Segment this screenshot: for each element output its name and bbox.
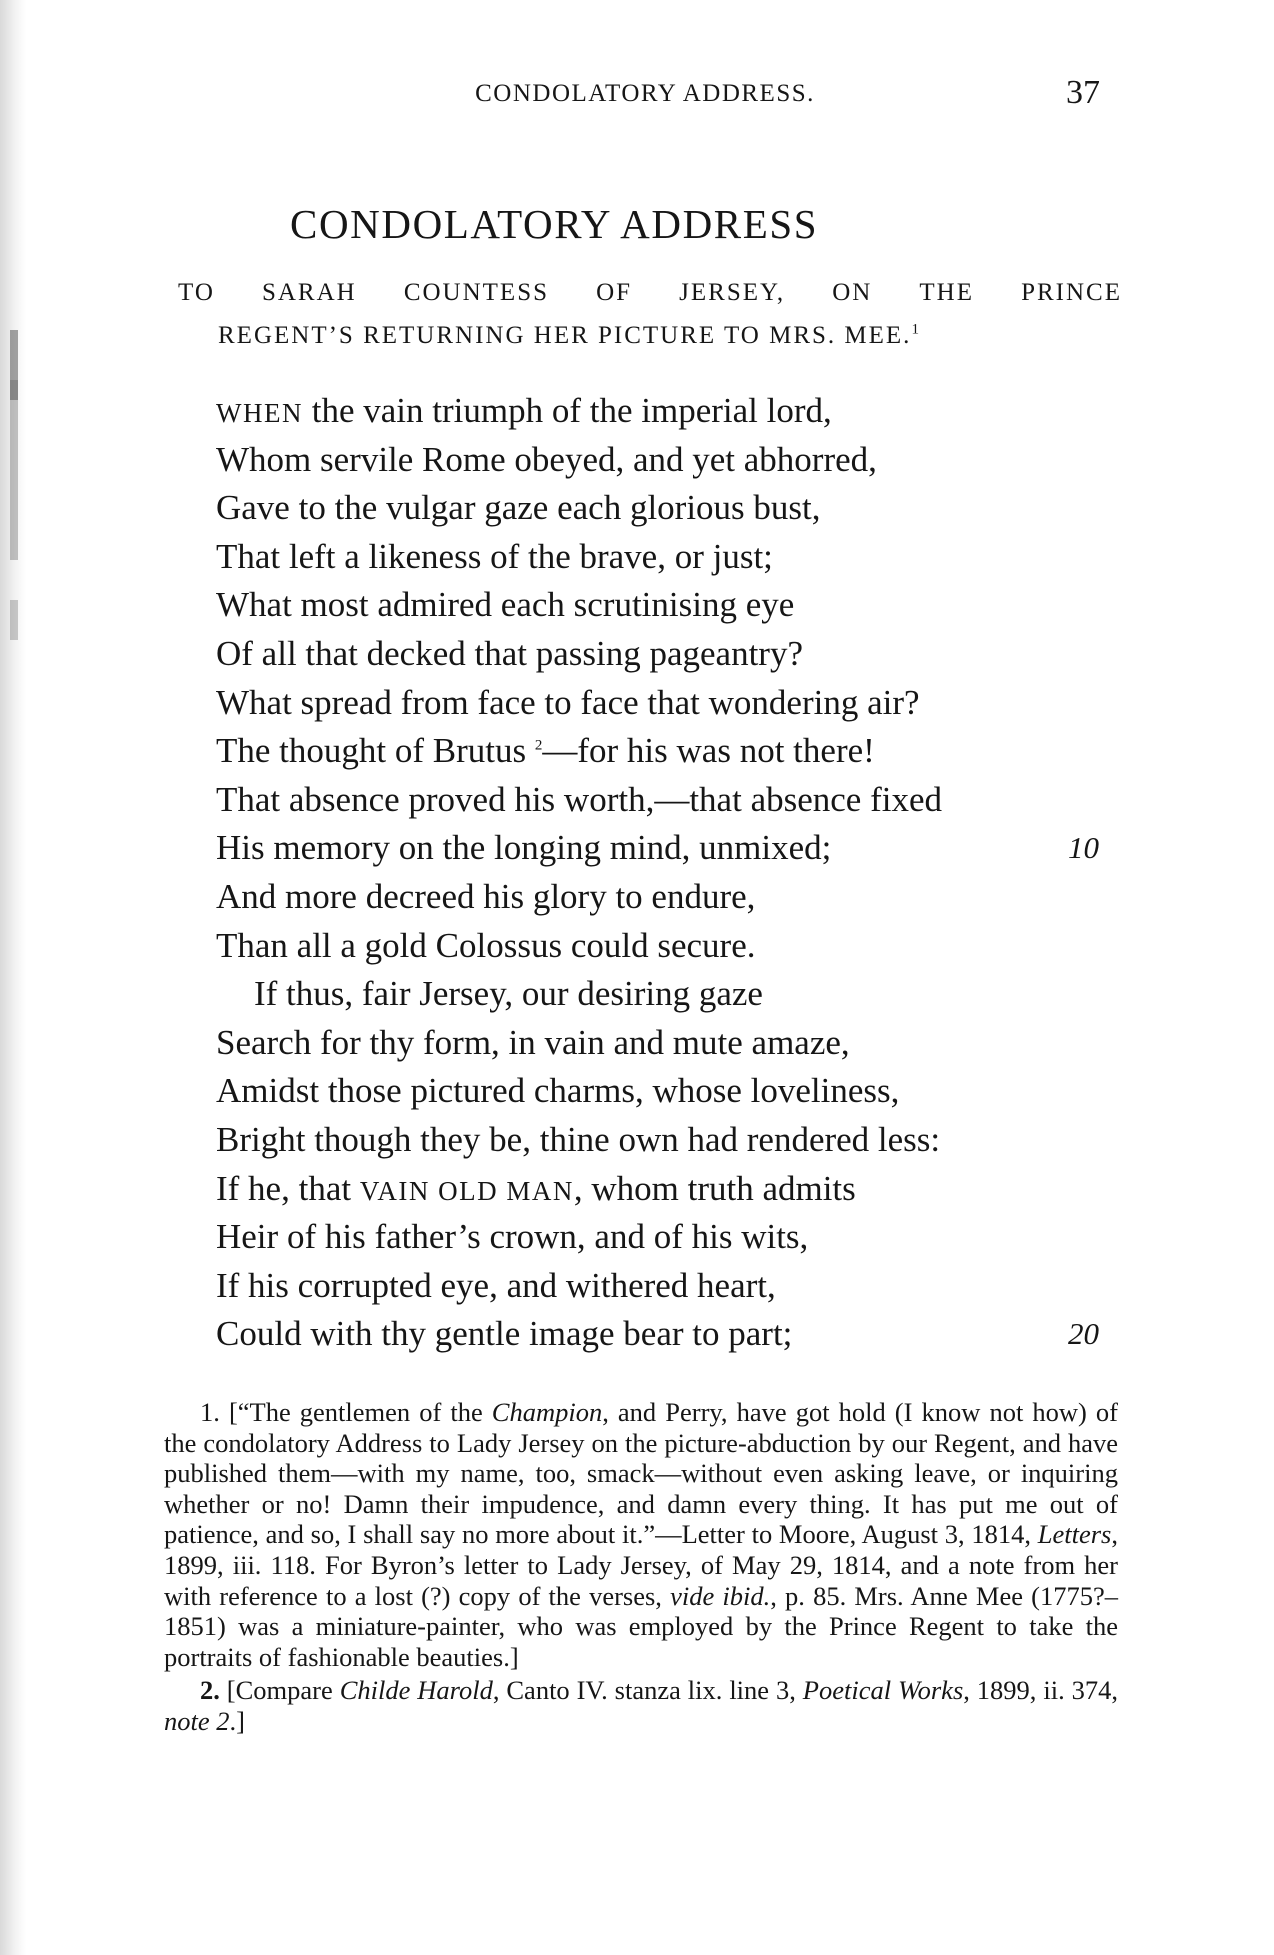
subtitle-word: PRINCE [1021, 279, 1122, 306]
scan-speck [10, 600, 18, 640]
subtitle-line-1 [178, 279, 1122, 307]
page-number: 37 [1066, 74, 1100, 111]
subtitle-line-2 [218, 322, 1088, 350]
poem-line: If thus, fair Jersey, our desiring gaze [254, 974, 763, 1014]
poem-line: Whom servile Rome obeyed, and yet abhorred, [216, 439, 877, 479]
poem-line: Amidst those pictured charms, whose loveliness, [216, 1071, 900, 1111]
poem-line: Search for thy form, in vain and mute amaze, [216, 1022, 850, 1062]
poem-line: Of all that decked that passing pageantry? [216, 633, 804, 673]
poem-line: That absence proved his worth,—that absence fixed [216, 779, 942, 819]
poem-line: His memory on the longing mind, unmixed; 10 [216, 824, 1116, 873]
subtitle-word: JERSEY, [679, 279, 786, 306]
subtitle-text: REGENT’S RETURNING HER PICTURE TO MRS. MEE. [218, 322, 912, 349]
footnote-marker: 2 [534, 737, 543, 754]
poem-line: WHEN the vain triumph of the imperial lord, [216, 391, 832, 430]
poem-line: If his corrupted eye, and withered heart, [216, 1265, 776, 1305]
subtitle-word: TO [178, 279, 215, 306]
subtitle-word: COUNTESS [403, 279, 549, 306]
poem-line: Gave to the vulgar gaze each glorious bust, [216, 488, 821, 528]
footnote: 1. [“The gentlemen of the Champion, and Perry, have got hold (I know not how) of the condolatory Address to Lady Jersey on the picture-abduction by our Regent, and have published them—with my name, too, smack—without even asking leave, or inquiring whether or no! Damn their impudence, and damn every thing. It has put me out of patience, and so, I shall say no more about it.”—Letter to Moore, August 3, 1814, Letters, 1899, iii. 118. For Byron’s letter to Lady Jersey, of May 29, 1814, and a note from her with reference to a lost (?) copy of the verses, vide ibid., p. 85. Mrs. Anne Mee (1775?–1851) was a miniature-painter, who was employed by the Prince Regent to take the portraits of fashionable beauties.] [164, 1397, 1118, 1672]
poem-line: What spread from face to face that wondering air? [216, 682, 920, 722]
footnote-number: 1. [200, 1397, 220, 1427]
footnotes [164, 1397, 1118, 1737]
footnote-number: 2. [200, 1675, 220, 1706]
poem-line: And more decreed his glory to endure, [216, 876, 756, 916]
running-head: CONDOLATORY ADDRESS. [475, 80, 815, 107]
poem-body [216, 387, 1116, 1359]
subtitle-word: OF [596, 279, 633, 306]
poem-title: CONDOLATORY ADDRESS [290, 201, 819, 247]
footnote: 2. [Compare Childe Harold, Canto IV. stanza lix. line 3, Poetical Works, 1899, ii. 374, note 2.] [164, 1675, 1118, 1736]
poem-line: Bright though they be, thine own had rendered less: [216, 1119, 941, 1159]
small-caps-phrase: VAIN OLD MAN [359, 1175, 574, 1206]
binding-shadow [0, 0, 26, 1955]
poem-line: If he, that VAIN OLD MAN, whom truth admits [216, 1168, 856, 1208]
poem-line: Than all a gold Colossus could secure. [216, 925, 756, 965]
scan-speck [10, 380, 18, 560]
poem-line: What most admired each scrutinising eye [216, 585, 795, 625]
small-caps-opening: WHEN [216, 398, 303, 428]
poem-line: The thought of Brutus $^2$—for his was not there! [216, 731, 875, 771]
subtitle-word: SARAH [261, 279, 357, 306]
poem-line: Heir of his father’s crown, and of his wits, [216, 1217, 809, 1257]
poem-line: That left a likeness of the brave, or just; [216, 536, 773, 576]
footnote-marker: 1 [911, 321, 921, 338]
line-number: 20 [1068, 1316, 1099, 1352]
subtitle-word: THE [919, 279, 974, 306]
poem-line: Could with thy gentle image bear to part; 20 [216, 1310, 1116, 1359]
line-number: 10 [1068, 830, 1099, 866]
subtitle-word: ON [832, 279, 873, 306]
